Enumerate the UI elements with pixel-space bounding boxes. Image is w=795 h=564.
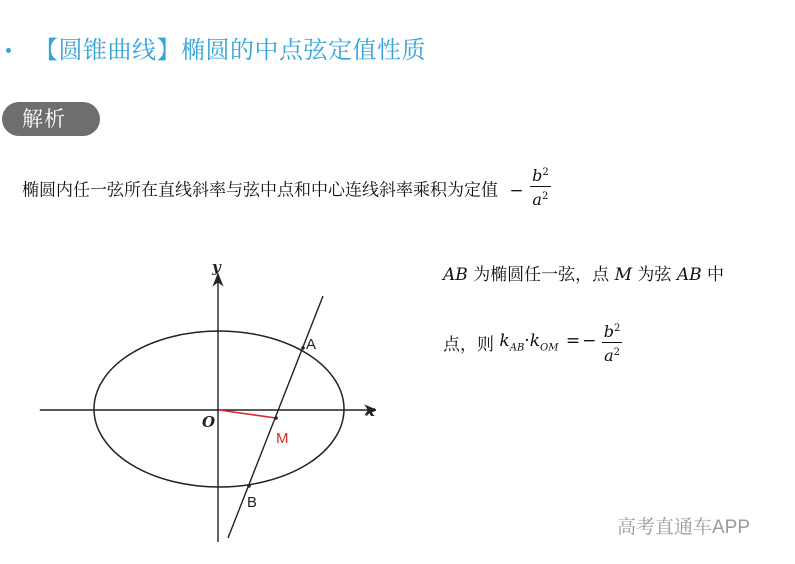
watermark: 高考直通车APP [617,517,751,538]
statement-fraction-numerator: b [532,166,543,185]
point-m-label: M [276,430,289,447]
point-m-dot [274,416,278,420]
statement-fraction-denominator: a [532,190,542,209]
y-axis-label: y [212,258,221,276]
statement-denominator-exponent: 2 [541,191,549,202]
point-b-dot [247,484,251,488]
statement-fraction [530,164,551,209]
description-line2-text: 点，则 [443,335,494,355]
point-a-label: A [306,336,317,353]
point-a-dot [301,346,305,350]
description-line-2 [443,320,622,365]
statement-text: 椭圆内任一弦所在直线斜率与弦中点和中心连线斜率乘积为定值 [22,180,498,201]
formula-fraction-numerator: b [603,322,615,341]
k-om-symbol: k [529,331,541,352]
om-segment [219,410,276,418]
point-b-label: B [247,494,258,511]
dot-operator: · [524,331,530,352]
point-m-ref: M [614,265,633,285]
ellipse-diagram [36,250,376,550]
page-title: 【圆锥曲线】椭圆的中点弦定值性质 [34,36,426,64]
formula-numerator-exponent: 2 [614,323,621,334]
k-ab-subscript: AB [509,342,525,354]
ellipse-curve [94,331,344,487]
statement-numerator-exponent: 2 [542,167,549,178]
equals-sign: = [565,331,581,352]
x-axis-label: x [366,402,375,420]
description-text-b: 为弦 [637,265,672,285]
description-text-a: 为椭圆任一弦，点 [473,265,610,285]
analysis-badge: 解析 [2,102,100,136]
description-line-1 [443,260,724,285]
formula-fraction-denominator: a [604,346,614,365]
title-bullet-icon [6,48,11,53]
segment-ab-ref: AB [676,265,702,285]
formula-minus-sign: − [582,331,597,352]
k-ab-symbol: k [499,331,510,352]
statement-minus-sign: − [509,180,524,201]
origin-label: O [202,413,216,431]
slope-product-formula [499,331,601,354]
property-statement [22,168,551,213]
formula-fraction [602,320,623,365]
segment-ab: AB [443,265,468,285]
formula-denominator-exponent: 2 [613,347,621,358]
k-om-subscript: OM [540,342,559,354]
description-text-c: 中 [707,265,725,285]
